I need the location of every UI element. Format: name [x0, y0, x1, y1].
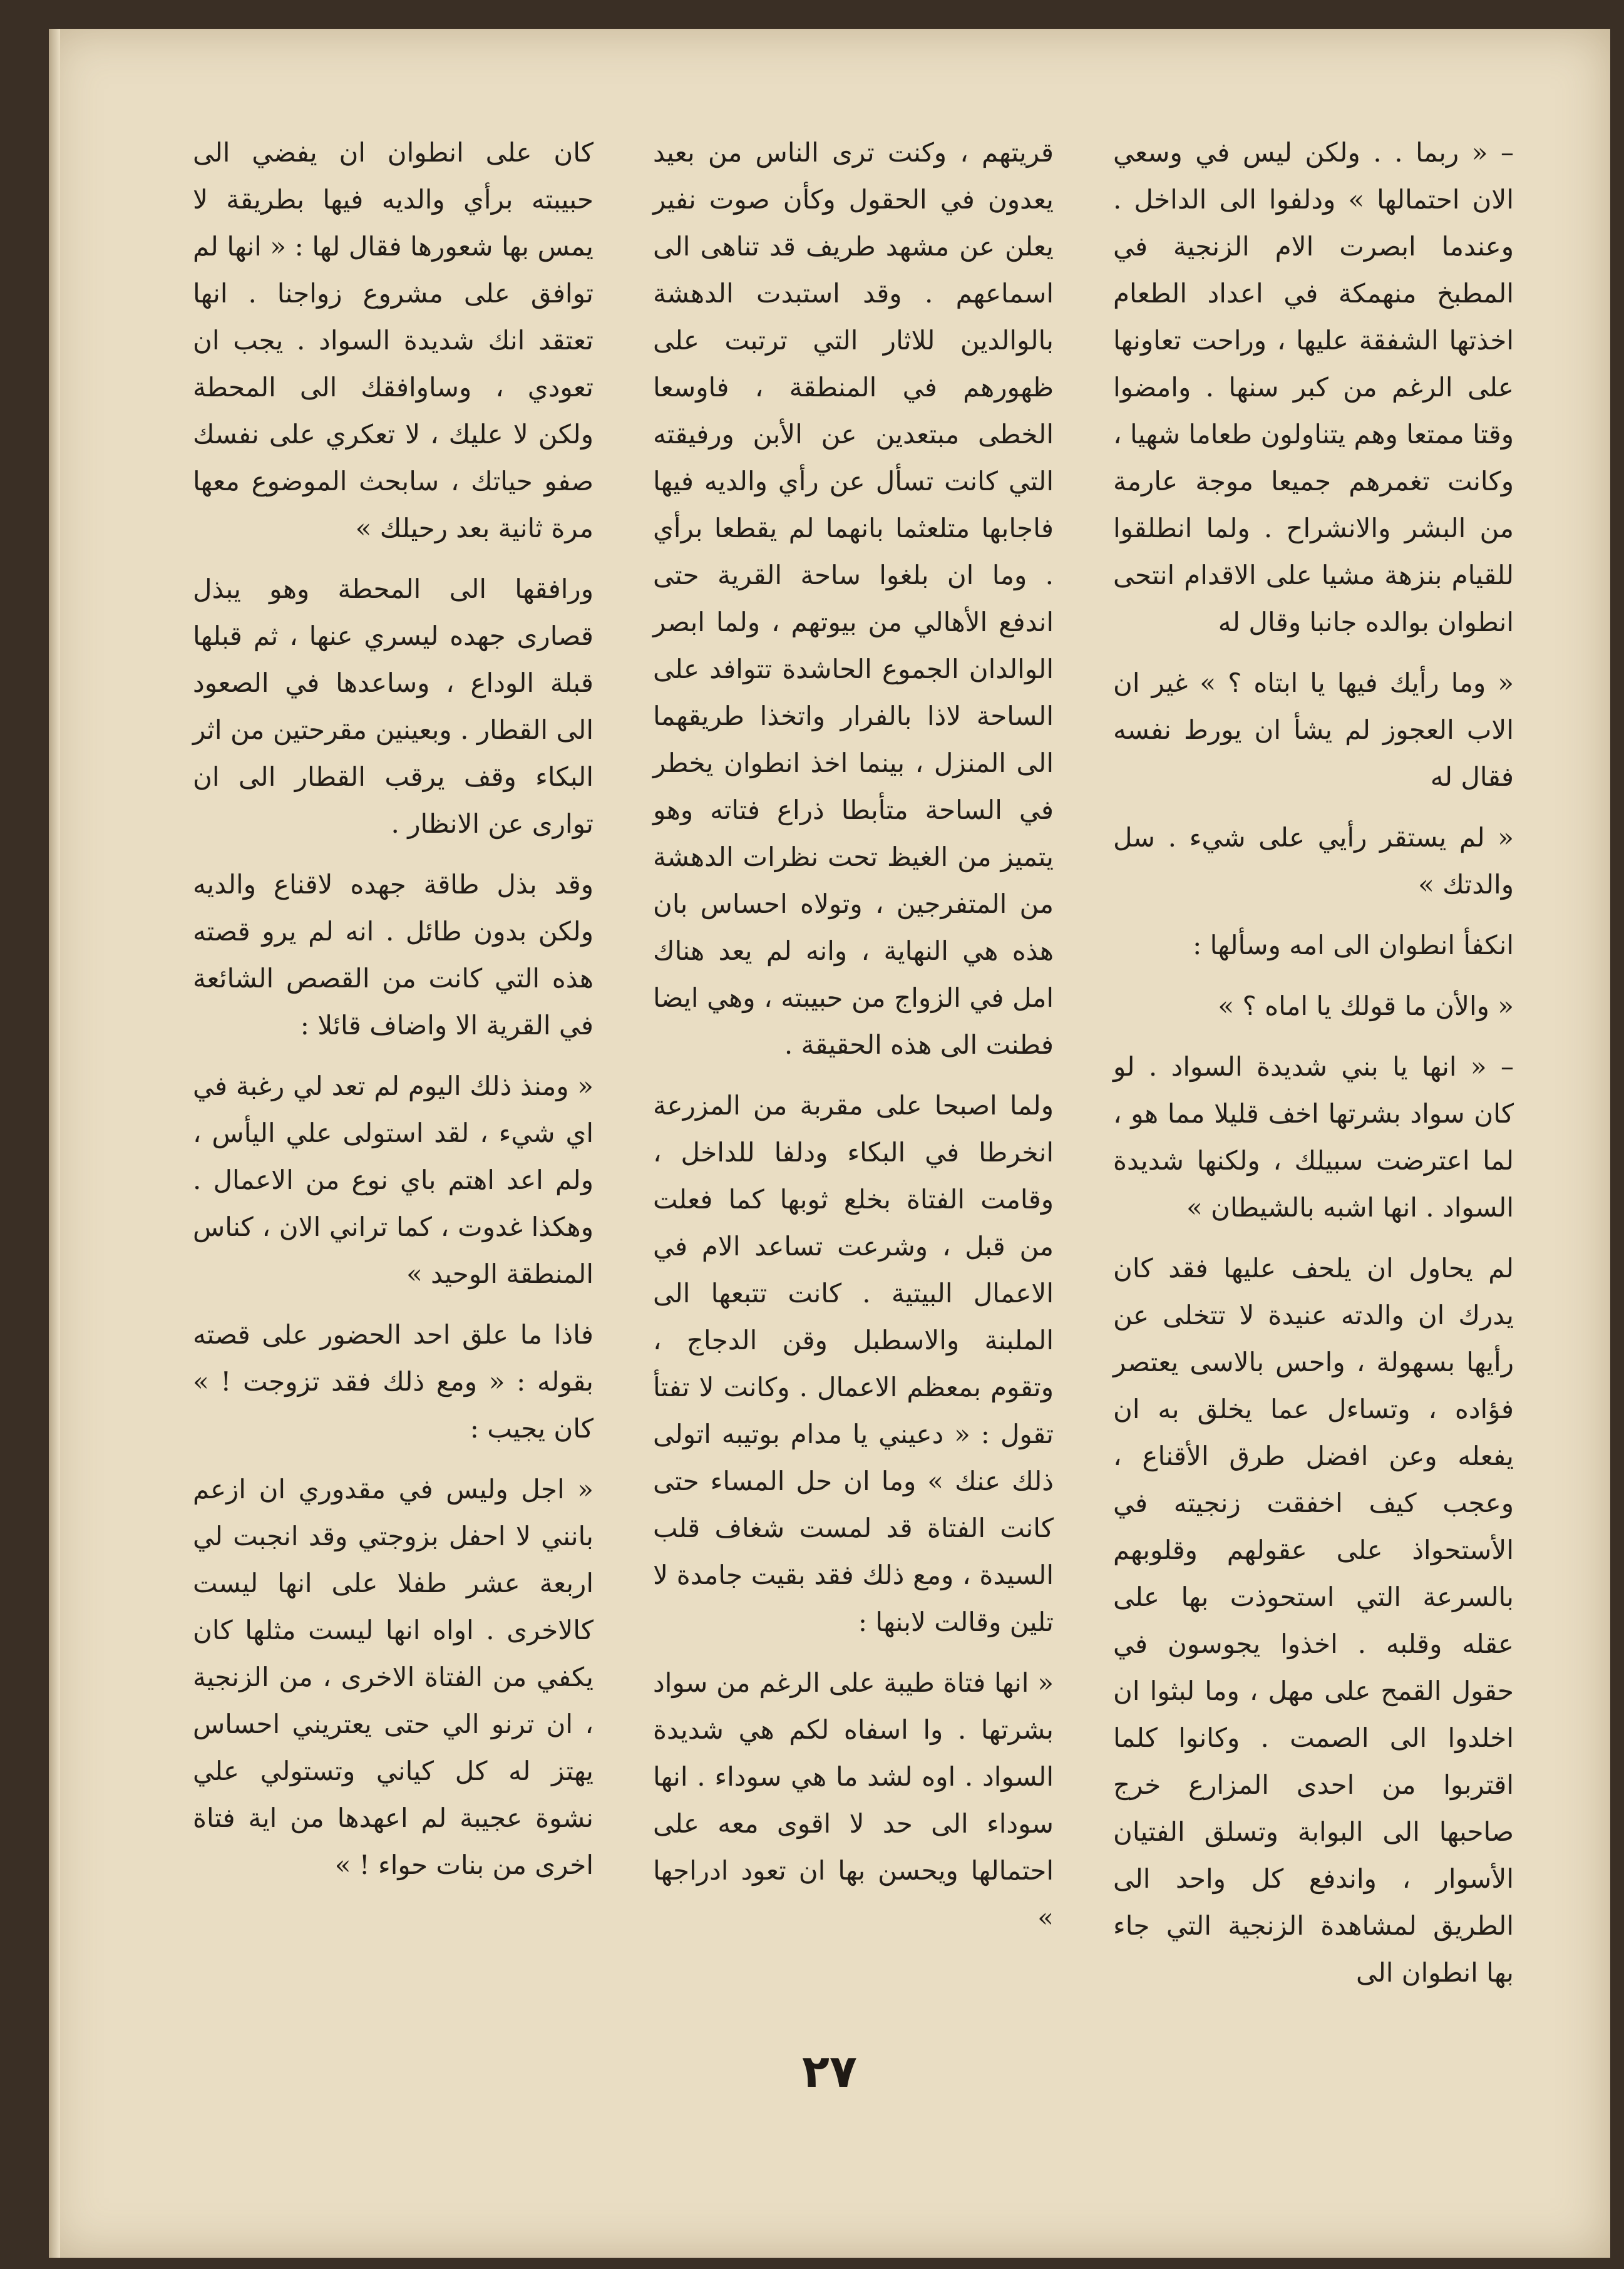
binding-shadow	[49, 29, 60, 2258]
paragraph: « انها فتاة طيبة على الرغم من سواد بشرتها . وا اسفاه لكم هي شديدة السواد . اوه لشد ما هي سوداء . انها سوداء الى حد لا اقوى معه على احتمالها ويحسن بها ان تعود ادراجها »	[653, 1667, 1054, 1933]
paragraph: كان على انطوان ان يفضي الى حبيبته برأي والديه فيها بطريقة لا يمس بها شعورها فقال لها : « انها لم توافق على مشروع زواجنا . انها تعتقد انك شديدة السواد . يجب ان تعودي ، وساوافقك الى المحطة ولكن لا عليك ، لا تعكري على نفسك صفو حياتك ، سابحث الموضوع معها مرة ثانية بعد رحيلك »	[193, 137, 594, 543]
paragraph: « ومنذ ذلك اليوم لم تعد لي رغبة في اي شيء ، لقد استولى علي اليأس ، ولم اعد اهتم باي نوع من الاعمال . وهكذا غدوت ، كما تراني الان ، كناس المنطقة الوحيد »	[193, 1071, 594, 1289]
column-right	[1113, 129, 1514, 2020]
paragraph: قريتهم ، وكنت ترى الناس من بعيد يعدون في الحقول وكأن صوت نفير يعلن عن مشهد طريف قد تناهى الى اسماعهم . وقد استبدت الدهشة بالوالدين للاثار التي ترتبت على ظهورهم في المنطقة ، فاوسعا الخطى مبتعدين عن الأبن ورفيقته التي كانت تسأل عن رأي والديه فيها فاجابها متلعثما بانهما لم يقطعا برأي . وما ان بلغوا ساحة القرية حتى اندفع الأهالي من بيوتهم ، ولما ابصر الوالدان الجموع الحاشدة تتوافد على الساحة لاذا بالفرار واتخذا طريقهما الى المنزل ، بينما اخذ انطوان يخطر في الساحة متأبطا ذراع فتاته وهو يتميز من الغيظ تحت نظرات الدهشة من المتفرجين ، وتولاه احساس بان هذه هي النهاية ، وانه لم يعد هناك امل في الزواج من حبيبته ، وهي ايضا فطنت الى هذه الحقيقة .	[653, 137, 1054, 1060]
magazine-page	[49, 29, 1610, 2258]
paragraph: « اجل وليس في مقدوري ان ازعم بانني لا احفل بزوجتي وقد انجبت لي اربعة عشر طفلا على انها ليست كالاخرى . اواه انها ليست مثلها كان يكفي من الفتاة الاخرى ، من الزنجية ، ان ترنو الي حتى يعتريني احساس يهتز له كل كياني وتستولي علي نشوة عجيبة لم اعهدها من اية فتاة اخرى من بنات حواء ! »	[193, 1474, 594, 1880]
column-middle	[653, 129, 1054, 2020]
paragraph: – « انها يا بني شديدة السواد . لو كان سواد بشرتها اخف قليلا مما هو ، لما اعترضت سبيلك ، ولكنها شديدة السواد . انها اشبه بالشيطان »	[1113, 1051, 1514, 1223]
paragraph: انكفأ انطوان الى امه وسألها :	[1193, 930, 1514, 960]
paragraph: – « ربما . . ولكن ليس في وسعي الان احتمالها » ودلفوا الى الداخل . وعندما ابصرت الام الزنجية في المطبخ منهمكة في اعداد الطعام اخذتها الشفقة عليها ، وراحت تعاونها على الرغم من كبر سنها . وامضوا وقتا ممتعا وهم يتناولون طعاما شهيا ، وكانت تغمرهم جميعا موجة عارمة من البشر والانشراح . ولما انطلقوا للقيام بنزهة مشيا على الاقدام انتحى انطوان بوالده جانبا وقال له	[1113, 137, 1514, 637]
paragraph: لم يحاول ان يلحف عليها فقد كان يدرك ان والدته عنيدة لا تتخلى عن رأيها بسهولة ، واحس بالاسى يعتصر فؤاده ، وتساءل عما يخلق به ان يفعله وعن افضل طرق الأقناع ، وعجب كيف اخفقت زنجيته في الأستحواذ على عقولهم وقلوبهم بالسرعة التي استحوذت بها على عقله وقلبه . اخذوا يجوسون في حقول القمح على مهل ، وما لبثوا ان اخلدوا الى الصمت . وكانوا كلما اقتربوا من احدى المزارع خرج صاحبها الى البوابة وتسلق الفتيان الأسوار ، واندفع كل واحد الى الطريق لمشاهدة الزنجية التي جاء بها انطوان الى	[1113, 1253, 1514, 1988]
text-columns	[193, 129, 1514, 2020]
paragraph: « والأن ما قولك يا اماه ؟ »	[1218, 990, 1514, 1021]
paragraph: وقد بذل طاقة جهده لاقناع والديه ولكن بدون طائل . انه لم يرو قصته هذه التي كانت من القصص الشائعة في القرية الا واضاف قائلا :	[193, 869, 594, 1041]
paragraph: ورافقها الى المحطة وهو يبذل قصارى جهده ليسري عنها ، ثم قبلها قبلة الوداع ، وساعدها في الصعود الى القطار . وبعينين مقرحتين من اثر البكاء وقف يرقب القطار الى ان توارى عن الانظار .	[193, 574, 594, 839]
page-number: ٢٧	[802, 2045, 857, 2097]
column-left	[193, 129, 594, 2020]
paragraph: « وما رأيك فيها يا ابتاه ؟ » غير ان الاب العجوز لم يشأ ان يورط نفسه فقال له	[1113, 667, 1514, 792]
paragraph: ولما اصبحا على مقربة من المزرعة انخرطا في البكاء ودلفا للداخل ، وقامت الفتاة بخلع ثوبها كما فعلت من قبل ، وشرعت تساعد الام في الاعمال البيتية . كانت تتبعها الى الملبنة والاسطبل وقن الدجاج ، وتقوم بمعظم الاعمال . وكانت لا تفتأ تقول : « دعيني يا مدام بوتيبه اتولى ذلك عنك » وما ان حل المساء حتى كانت الفتاة قد لمست شغاف قلب السيدة ، ومع ذلك فقد بقيت جامدة لا تلين وقالت لابنها :	[653, 1090, 1054, 1637]
paragraph: فاذا ما علق احد الحضور على قصته بقوله : « ومع ذلك فقد تزوجت ! » كان يجيب :	[193, 1319, 594, 1444]
paragraph: « لم يستقر رأيي على شيء . سل والدتك »	[1113, 822, 1514, 900]
